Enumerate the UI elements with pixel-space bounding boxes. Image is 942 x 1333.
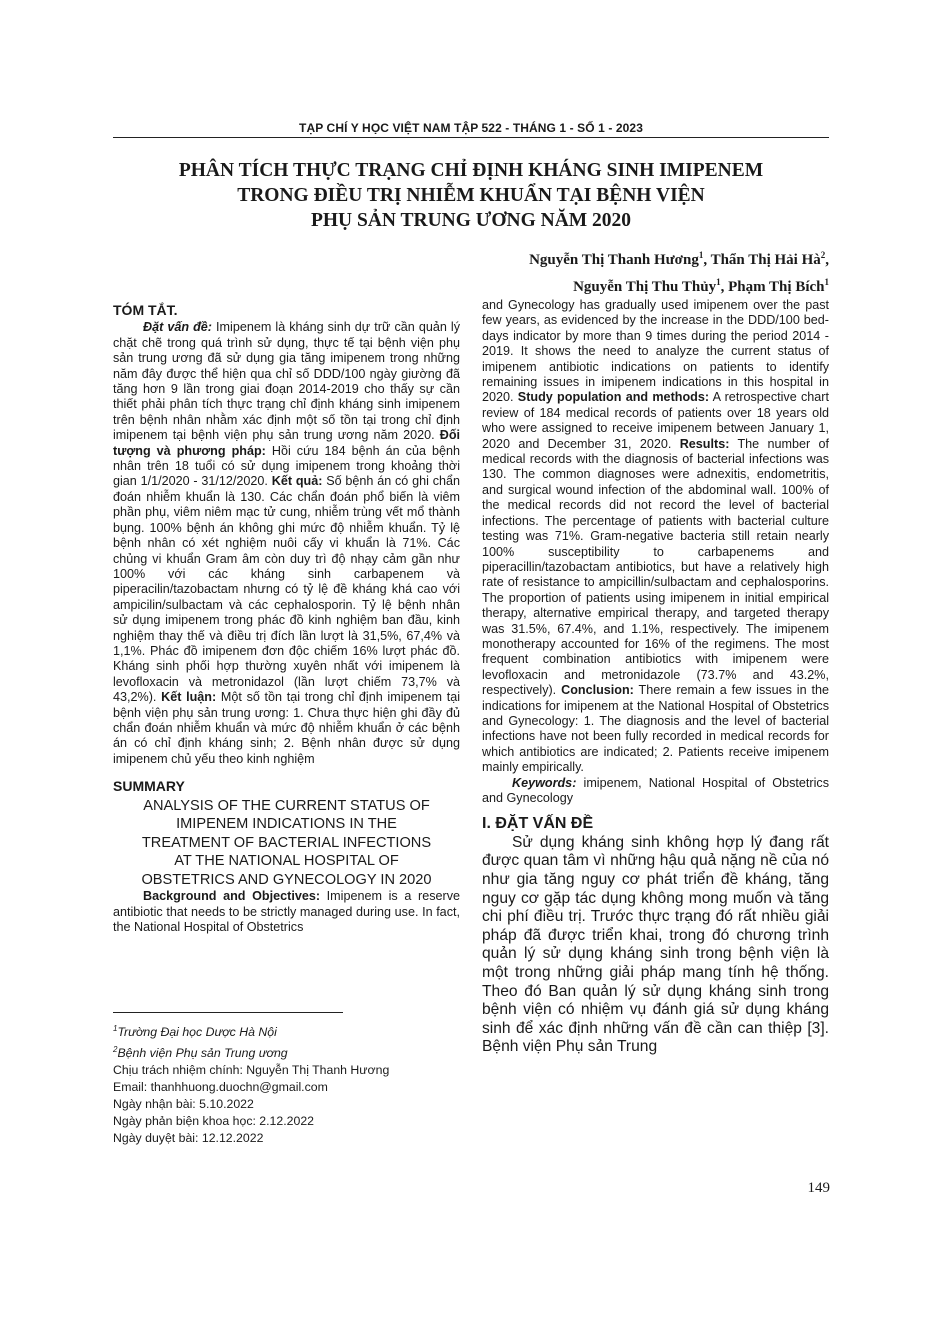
abstract-conclusion-label: Kết luận: xyxy=(161,690,217,705)
left-column xyxy=(113,303,460,935)
author-affiliation: 1 xyxy=(698,250,704,260)
summary-title-line: OBSTETRICS AND GYNECOLOGY IN 2020 xyxy=(141,871,432,888)
author-name: Nguyễn Thị Thu Thủy xyxy=(573,279,717,295)
summary-results-label: Results: xyxy=(679,436,730,451)
summary-bg-text-left: Imipenem is a reserve antibiotic that needs to be strictly managed during use. In fact, the National Hospital of Obstetrics xyxy=(113,889,460,934)
date-accepted: Ngày duyệt bài: 12.12.2022 xyxy=(113,1131,264,1146)
author-separator: , xyxy=(825,252,829,268)
right-column xyxy=(482,298,829,1057)
summary-results-text: The number of medical records with the diagnosis of bacterial infections was 130. The common diagnoses were adnexitis, endometritis, and surgical wound infection of the abdominal wall. 100% of the medical records did not record the level of bacterial infections. The percentage of patients with bacterial culture testing was 71%. Gram-negative bacteria still retain nearly 100% susceptibility to carbapenems and piperacillin/tazobactam antibiotics, but have a relatively high rate of resistance to ampicillin/sulbactam and cephalosporins. The proportion of patients using imipenem in initial empirical therapy, alternative empirical therapy, and targeted therapy was 31.5%, 67.4%, and 1.1%, respectively. The imipenem monotherapy accounted for 16% of the regimens. The most frequent combination antibiotics with imipenem were levofloxacin and metronidazole (73.7% and 43.2%, respectively). xyxy=(482,436,829,698)
author-affiliation: 2 xyxy=(820,250,826,260)
title-line-2: TRONG ĐIỀU TRỊ NHIỄM KHUẨN TẠI BỆNH VIỆN xyxy=(237,185,705,206)
summary-conclusion-label: Conclusion: xyxy=(561,683,634,698)
abstract-vn-heading: TÓM TẮT. xyxy=(113,302,178,318)
header-rule xyxy=(113,137,829,138)
author-name: Thẩn Thị Hải Hà xyxy=(710,252,821,268)
author-name: Nguyễn Thị Thanh Hương xyxy=(529,252,699,268)
running-header: TẠP CHÍ Y HỌC VIỆT NAM TẬP 522 - THÁNG 1 - SỐ 1 - 2023 xyxy=(299,121,643,135)
author-name: Phạm Thị Bích xyxy=(728,279,825,295)
summary-title-line: AT THE NATIONAL HOSPITAL OF xyxy=(174,853,399,870)
abstract-bg-label: Đặt vấn đề: xyxy=(143,320,212,335)
author-affiliation: 1 xyxy=(824,277,829,287)
summary-bg-label: Background and Objectives: xyxy=(143,889,321,904)
affiliation-2-text: Bệnh viện Phụ sản Trung ương xyxy=(117,1046,288,1061)
author-separator: , xyxy=(703,252,711,268)
summary-title xyxy=(113,797,460,890)
corresponding-email: Email: thanhhuong.duochn@gmail.com xyxy=(113,1080,328,1095)
summary-methods-text: A retrospective chart review of 184 medical records of patients over 18 years old who were assigned to receive imipenem between January 1, 2020 and December 31, 2020. xyxy=(482,390,829,451)
title-line-1: PHÂN TÍCH THỰC TRẠNG CHỈ ĐỊNH KHÁNG SINH IMIPENEM xyxy=(178,160,764,181)
title-line-3: PHỤ SẢN TRUNG ƯƠNG NĂM 2020 xyxy=(310,210,632,231)
footnotes xyxy=(113,1020,453,1147)
summary-body-right xyxy=(482,298,829,776)
keywords-label: Keywords: xyxy=(512,775,577,790)
keywords-text: imipenem, National Hospital of Obstetrics and Gynecology xyxy=(482,775,829,805)
abstract-results-label: Kết quả: xyxy=(271,474,323,489)
footnote-rule xyxy=(113,1012,343,1013)
footnote-affiliation-1: $^1$Trường Đại học Dược Hà Nội xyxy=(113,1024,277,1040)
abstract-conclusion-text: Một số tồn tại trong chỉ định imipenem tại bệnh viện phụ sản trung ương: 1. Chưa thực hiện ghi đầy đủ chẩn đoán nhiễm khuẩn và mức độ nhiễm khuẩn ở các bệnh án có chỉ định kháng sinh; 2. Bệnh nhân được sử dụng imipenem chủ yếu theo kinh nghiệm xyxy=(113,690,461,766)
footnote-affiliation-2: $^2$Bệnh viện Phụ sản Trung ương xyxy=(113,1045,288,1061)
date-reviewed: Ngày phản biện khoa học: 2.12.2022 xyxy=(113,1114,315,1129)
corresponding-author: Chịu trách nhiệm chính: Nguyễn Thị Thanh Hương xyxy=(113,1063,390,1078)
summary-title-line: TREATMENT OF BACTERIAL INFECTIONS xyxy=(141,834,432,851)
abstract-vn-body xyxy=(113,320,460,767)
article-title xyxy=(113,158,829,233)
abstract-bg-text: Imipenem là kháng sinh dự trữ cần quản lý chặt chẽ trong quá trình sử dụng, thực tế tại bệnh viện phụ sản trung ương đã sử dụng gia tăng imipenem trong những năm đây được thể hiện qua chỉ số DDD/100 ngày giường đã tăng hơn 9 lần trong giai đoạn 2014-2019 cho thấy sự cần thiết phải phân tích thực trạng chỉ định kháng sinh imipenem trên bệnh nhân nhằm xác định một số tồn tại trong chỉ định imipenem tại bệnh viện phụ sản trung ương năm 2020. xyxy=(113,320,460,443)
affiliation-1-text: Trường Đại học Dược Hà Nội xyxy=(117,1025,277,1040)
author-separator: , xyxy=(720,279,729,295)
summary-title-line: ANALYSIS OF THE CURRENT STATUS OF xyxy=(143,797,430,814)
summary-body-left xyxy=(113,889,460,935)
abstract-methods-label: Đối tượng và phương pháp: xyxy=(113,428,461,458)
summary-bg-text-right: and Gynecology has gradually used imipenem over the past few years, as evidenced by the increase in the DDD/100 bed-days indicator by more than 9 times during the period 2014 - 2019. It shows the need to analyze the current status of imipenem antibiotic indications on patients to identify remaining issues in imipenem indications in this hospital in 2020. xyxy=(482,298,829,405)
author-line-2 xyxy=(309,271,829,298)
author-affiliation: 1 xyxy=(716,277,721,287)
author-line-1 xyxy=(309,244,829,271)
summary-keywords xyxy=(482,776,829,807)
introduction-text: Sử dụng kháng sinh không hợp lý đang rất được quan tâm vì những hậu quả nặng nề của nó như gia tăng nguy cơ phát triển đề kháng, tăng nguy cơ gặp tác dụng không mong muốn và tăng chi phí điều trị. Trước thực trạng đó rất nhiều giải pháp đã được triển khai, trong đó chương trình quản lý sử dụng kháng sinh trong bệnh viện là một trong những giải pháp mang tính hệ thống. Theo đó Ban quản lý sử dụng kháng sinh trong bệnh viện có nhiệm vụ đánh giá sử dụng kháng sinh để xác định những vấn đề cần can thiệp [3]. Bệnh viện Phụ sản Trung xyxy=(482,833,829,1056)
summary-conclusion-text: There remain a few issues in the indications for imipenem at the National Hospital of Obstetrics and Gynecology: 1. The diagnosis and the level of bacterial infections have not been fully recorded in medical records for which antibiotics are indicated; 2. Patients receive imipenem mainly empirically. xyxy=(482,683,829,775)
page-number: 149 xyxy=(807,1180,830,1196)
abstract-results-text: Số bệnh án có ghi chẩn đoán nhiễm khuẩn là 130. Các chẩn đoán phổ biến là viêm phần phụ, viêm niêm mạc tử cung, nhiễm trùng vết mổ thành bụng. 100% bệnh án không ghi mức độ nhiễm khuẩn. Tỷ lệ bệnh nhân có xét nghiệm nuôi cấy vi khuẩn là 71%. Các chủng vi khuẩn Gram âm còn duy trì độ nhạy cảm gần như 100% với các kháng sinh carbapenem và piperacilin/tazobactam nhưng có tỷ lệ đề kháng khá cao với ampicilin/sulbactam và các cephalosporin. Tỷ lệ bệnh nhân sử dụng imipenem trong phác đồ kinh nghiệm ban đầu, kinh nghiệm thay thế và điều trị đích lần lượt là 31,5%, 67,4% và 1,1%. Phác đồ imipenem đơn độc chiếm 16% lượt phác đồ. Kháng sinh phối hợp thường xuyên nhất với imipenem là levofloxacin và metronidazol (lần lượt chiếm 73,7% và 43,2%). xyxy=(113,474,460,705)
summary-heading: SUMMARY xyxy=(113,778,185,795)
abstract-methods-text: Hồi cứu 184 bệnh án của bệnh nhân trên 18 tuổi có sử dụng imipenem trong khoảng thời gian 1/1/2020 - 31/12/2020. xyxy=(113,443,461,489)
author-list xyxy=(309,244,829,298)
date-received: Ngày nhận bài: 5.10.2022 xyxy=(113,1097,254,1112)
summary-title-line: IMIPENEM INDICATIONS IN THE xyxy=(176,816,397,833)
summary-methods-label: Study population and methods: xyxy=(517,390,710,405)
introduction-heading: I. ĐẶT VẤN ĐỀ xyxy=(482,815,594,833)
